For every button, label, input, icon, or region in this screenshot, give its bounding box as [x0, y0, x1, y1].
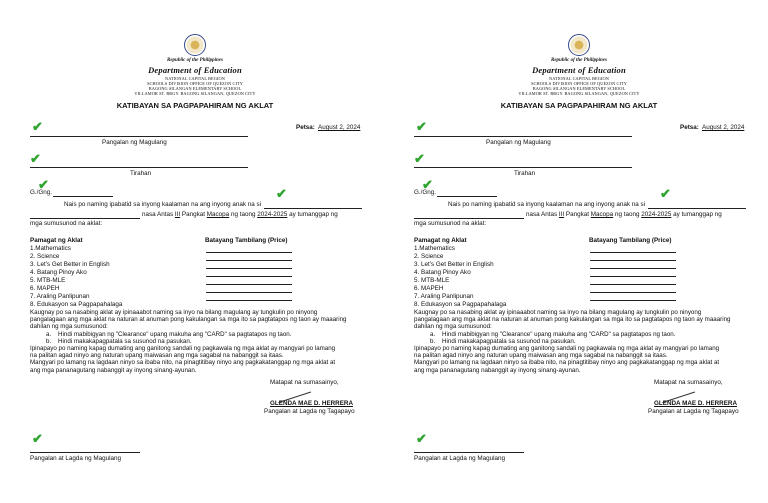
adviser-name: GLENDA MAE D. HERRERA [654, 400, 738, 407]
intro-line-3: mga sumusunod na aklat: [414, 220, 487, 227]
price-line [590, 268, 676, 269]
intro-line-1: Nais po naming ipabatid sa inyong kaalaman na ang inyong anak na si [64, 201, 262, 208]
para1-line: dahilan ng mga sumusunod: [30, 323, 108, 331]
intro-2d: ay tumanggap ng [289, 211, 338, 218]
price-line [590, 260, 676, 261]
para2-line: na palitan agad ninyo ang naturan upang maiwasan ang mga sagabal na nabanggit sa itaas. [414, 352, 668, 360]
salutation-line [437, 196, 497, 197]
book-item: 7. Araling Panlipunan [30, 293, 90, 300]
intro-2d: ay tumanggap ng [673, 211, 722, 218]
book-item: 4. Batang Pinoy Ako [414, 269, 471, 276]
grade-value: III [174, 211, 181, 218]
school-line: BAGONG SILANGAN ELEMENTARY SCHOOL [148, 86, 242, 91]
salutation: G./Gng. [414, 189, 437, 196]
consequence-a: a. Hindi mabibigyan ng "Clearance" upang makuha ang "CARD" sa pagtatapos ng taon. [46, 330, 292, 338]
para1-line: dahilan ng mga sumusunod: [414, 323, 492, 331]
book-item: 7. Araling Panlipunan [414, 293, 474, 300]
division-line: SCHOOLS DIVISION OFFICE OF QUEZON CITY [531, 81, 627, 86]
closing-text: Matapat na sumasainyo, [654, 379, 723, 386]
price-column-header: Batayang Tambilang (Price) [205, 237, 288, 244]
republic-header: Republic of the Philippines [167, 58, 223, 63]
intro-line-2 [142, 212, 338, 218]
price-line [590, 284, 676, 285]
department-header: Department of Education [532, 65, 626, 75]
salutation: G./Gng. [30, 189, 53, 196]
adviser-sign-label: Pangalan at Lagda ng Tagapayo [648, 408, 739, 415]
para2-line: Ipinapayo po naming kapag dumating ang ganitong sandali ng pagkawala ng mga aklat ay mangyari po lamang [414, 345, 720, 353]
intro-2c: ng taong [230, 211, 256, 218]
book-item: 4. Batang Pinoy Ako [30, 269, 87, 276]
intro-2a: nasa Antas [526, 211, 558, 218]
price-line [206, 300, 292, 301]
consequence-b-text: Hindi makakapagpatala sa susunod na pasukan. [442, 337, 576, 345]
school-year-value: 2024-2025 [641, 211, 672, 218]
para3-line: ang mga pananagutang nabanggit ay inyong sinang-ayunan. [414, 366, 581, 374]
republic-header: Republic of the Philippines [551, 58, 607, 63]
consequence-b: b. Hindi makakapagpatala sa susunod na pasukan. [46, 337, 192, 345]
consequence-b-text: Hindi makakapagpatala sa susunod na pasukan. [58, 337, 192, 345]
para1-line: pangalagaan ang mga aklat na naturan at anuman pong kakulangan sa mga ito sa pagtatapos ng taon ay maaaring [30, 316, 347, 324]
adviser-name: GLENDA MAE D. HERRERA [270, 400, 354, 407]
school-year-value: 2024-2025 [257, 211, 288, 218]
paragraph-responsibility [414, 309, 746, 374]
intro-2b: Pangkat [565, 211, 590, 218]
book-item: 6. MAPEH [30, 285, 60, 292]
consequence-a: a. Hindi mabibigyan ng "Clearance" upang makuha ang "CARD" sa pagtatapos ng taon. [430, 330, 676, 338]
para3-line: ang mga pananagutang nabanggit ay inyong sinang-ayunan. [30, 366, 197, 374]
section-value: Macopa [206, 211, 230, 218]
deped-seal-icon [184, 34, 206, 56]
student-name-line-2 [30, 218, 140, 219]
price-line [206, 260, 292, 261]
student-name-line [648, 208, 746, 209]
address-line-field [414, 167, 632, 168]
date-value: August 2, 2024 [318, 124, 361, 131]
check-mark-icon: ✔ [38, 177, 49, 192]
intro-line-1: Nais po naming ipabatid sa inyong kaalaman na ang inyong anak na si [448, 201, 646, 208]
student-name-line [264, 208, 362, 209]
para3-line: Mangyari po lamang na lagdaan ninyo sa ibaba nito, na pinagtitibay ninyo ang pagkakatanggap ng mga aklat at [414, 359, 720, 367]
consequence-a-text: Hindi mabibigyan ng "Clearance" upang makuha ang "CARD" sa pagtatapos ng taon. [58, 330, 292, 338]
date-label: Petsa: [296, 124, 315, 131]
book-item: 3. Let's Get Better in English [414, 261, 494, 268]
intro-line-3: mga sumusunod na aklat: [30, 220, 103, 227]
form-title: KATIBAYAN SA PAGPAPAHIRAM NG AKLAT [116, 101, 274, 110]
section-value: Macopa [590, 211, 614, 218]
school-line: BAGONG SILANGAN ELEMENTARY SCHOOL [532, 86, 626, 91]
book-item: 5. MTB-MLE [414, 277, 450, 284]
department-header: Department of Education [148, 65, 242, 75]
paragraph-responsibility [30, 309, 362, 374]
check-mark-icon: ✔ [32, 431, 43, 446]
address-label: Tirahan [514, 170, 536, 177]
check-mark-icon: ✔ [30, 151, 41, 166]
check-mark-icon: ✔ [422, 177, 433, 192]
consequence-a-text: Hindi mabibigyan ng "Clearance" upang makuha ang "CARD" sa pagtatapos ng taon. [442, 330, 676, 338]
parent-name-label: Pangalan ng Magulang [102, 139, 167, 146]
price-line [206, 276, 292, 277]
book-item: 6. MAPEH [414, 285, 444, 292]
price-line [590, 292, 676, 293]
parent-name-line [30, 136, 248, 137]
intro-line-2 [526, 212, 722, 218]
book-item: 3. Let's Get Better in English [30, 261, 110, 268]
book-column-header: Pamagat ng Aklat [30, 237, 83, 244]
para1-line: pangalagaan ang mga aklat na naturan at anuman pong kakulangan sa mga ito sa pagtatapos ng taon ay maaaring [414, 316, 731, 324]
book-item: 2. Science [30, 253, 60, 260]
para3-line: Mangyari po lamang na lagdaan ninyo sa ibaba nito, na pinagtitibay ninyo ang pagkakatanggap ng mga aklat at [30, 359, 336, 367]
address-line: VILLAMOR ST. BRGY. BAGONG SILANGAN, QUEZON CITY [134, 91, 256, 96]
price-line [206, 284, 292, 285]
adviser-sign-label: Pangalan at Lagda ng Tagapayo [264, 408, 355, 415]
parent-sign-label: Pangalan at Lagda ng Magulang [30, 455, 122, 462]
address-line-field [30, 167, 248, 168]
check-mark-icon: ✔ [414, 151, 425, 166]
parent-sign-label: Pangalan at Lagda ng Magulang [414, 455, 506, 462]
check-mark-icon: ✔ [276, 186, 287, 201]
intro-2b: Pangkat [181, 211, 206, 218]
check-mark-icon: ✔ [416, 119, 427, 134]
check-mark-icon: ✔ [32, 119, 43, 134]
price-line [206, 252, 292, 253]
address-line: VILLAMOR ST. BRGY. BAGONG SILANGAN, QUEZON CITY [518, 91, 640, 96]
book-item: 8. Edukasyon sa Pagpapahalaga [30, 301, 123, 308]
book-column-header: Pamagat ng Aklat [414, 237, 467, 244]
price-line [590, 300, 676, 301]
para2-line: na palitan agad ninyo ang naturan upang maiwasan ang mga sagabal na nabanggit sa itaas. [30, 352, 284, 360]
price-line [206, 292, 292, 293]
book-item: 8. Edukasyon sa Pagpapahalaga [414, 301, 507, 308]
consequence-b: b. Hindi makakapagpatala sa susunod na pasukan. [430, 337, 576, 345]
date-label: Petsa: [680, 124, 699, 131]
division-line: SCHOOLS DIVISION OFFICE OF QUEZON CITY [147, 81, 243, 86]
book-item: 1.Mathematics [414, 245, 455, 252]
check-mark-icon: ✔ [416, 431, 427, 446]
price-column-header: Batayang Tambilang (Price) [589, 237, 672, 244]
para2-line: Ipinapayo po naming kapag dumating ang ganitong sandali ng pagkawala ng mga aklat ay mangyari po lamang [30, 345, 336, 353]
form-title: KATIBAYAN SA PAGPAPAHIRAM NG AKLAT [500, 101, 658, 110]
book-item: 2. Science [414, 253, 444, 260]
book-item: 1.Mathematics [30, 245, 71, 252]
date-value: August 2, 2024 [702, 124, 745, 131]
book-item: 5. MTB-MLE [30, 277, 66, 284]
grade-value: III [558, 211, 565, 218]
region-line: NATIONAL CAPITAL REGION [165, 76, 225, 81]
parent-name-label: Pangalan ng Magulang [486, 139, 551, 146]
deped-seal-icon [568, 34, 590, 56]
salutation-line [53, 196, 113, 197]
intro-2c: ng taong [614, 211, 640, 218]
closing-text: Matapat na sumasainyo, [270, 379, 339, 386]
parent-name-line [414, 136, 632, 137]
para1-line: Kaugnay po sa nasabing aklat ay ipinaaabot naming sa inyo na bilang magulang ay tungkulin po ninyong [30, 309, 318, 316]
price-line [206, 268, 292, 269]
intro-2a: nasa Antas [142, 211, 174, 218]
student-name-line-2 [414, 218, 524, 219]
parent-sign-line [30, 452, 140, 453]
para1-line: Kaugnay po sa nasabing aklat ay ipinaaabot naming sa inyo na bilang magulang ay tungkulin po ninyong [414, 309, 702, 316]
parent-sign-line [414, 452, 524, 453]
address-label: Tirahan [130, 170, 152, 177]
check-mark-icon: ✔ [660, 186, 671, 201]
region-line: NATIONAL CAPITAL REGION [549, 76, 609, 81]
price-line [590, 252, 676, 253]
price-line [590, 276, 676, 277]
form-page-right [384, 0, 768, 503]
